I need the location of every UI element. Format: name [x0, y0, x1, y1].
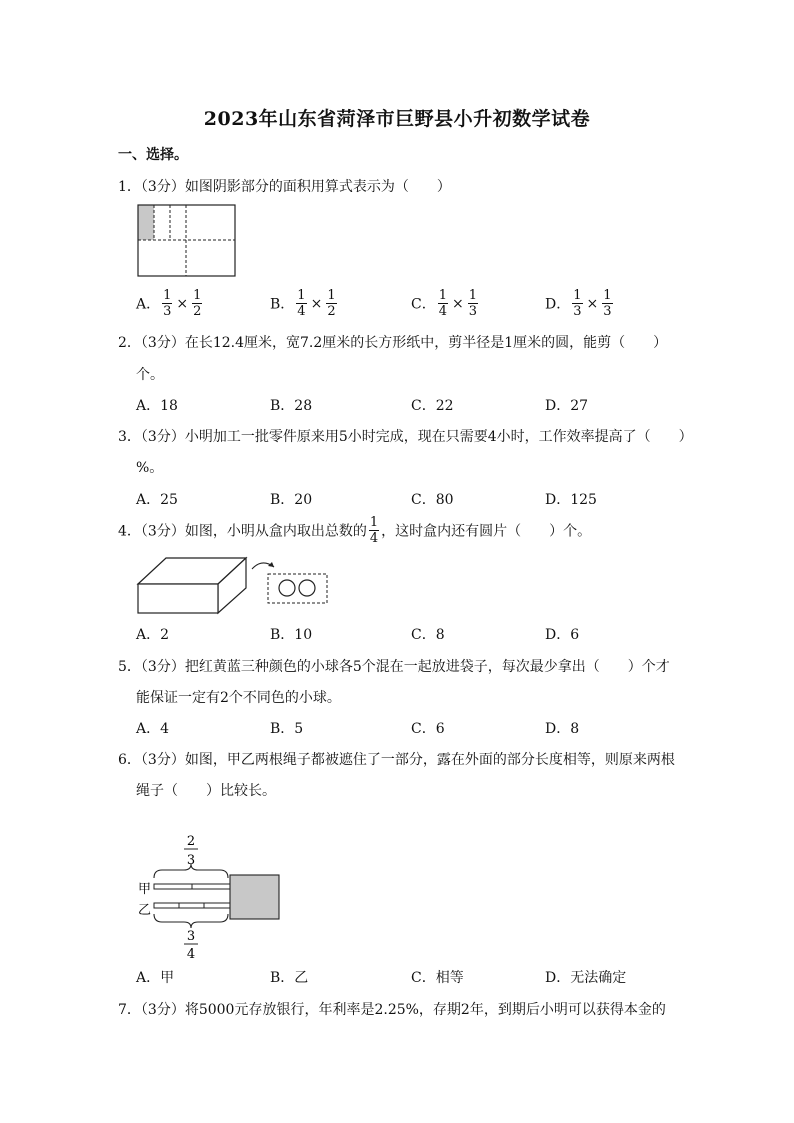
option-c: C．相等 — [411, 970, 464, 986]
circle-chip — [299, 580, 315, 596]
question-number: 1． — [118, 179, 141, 195]
section-heading: 一、选择。 — [118, 147, 188, 163]
option-b: B．乙 — [270, 970, 309, 986]
option-a: A． $\frac{1}{3}$ × $\frac{1}{2}$ — [136, 288, 202, 319]
question-7 — [118, 999, 666, 1019]
question-text: （3分）小明加工一批零件原来用5小时完成，现在只需要4小时，工作效率提高了（ ） — [140, 429, 693, 445]
box — [138, 584, 218, 613]
option-c: C．22 — [411, 398, 454, 414]
option-b: B．5 — [270, 721, 304, 737]
page-title: 2023年山东省菏泽市巨野县小升初数学试卷 — [203, 108, 591, 130]
option-d: D．8 — [545, 721, 580, 737]
option-b: B． $\frac{1}{4}$ × $\frac{1}{2}$ — [270, 288, 336, 319]
rope-yi-label: 乙 — [138, 903, 152, 918]
taken-out-area — [268, 574, 327, 603]
question-text: （3分）在长12.4厘米，宽7.2厘米的长方形纸中，剪半径是1厘米的圆，能剪（ ） — [140, 335, 668, 351]
bottom-brace — [154, 914, 228, 928]
option-a: A．25 — [136, 492, 178, 508]
option-a: A．18 — [136, 398, 178, 414]
option-b: B．10 — [270, 627, 313, 643]
question-text-after: ，这时盒内还有圆片（ ）个。 — [381, 523, 592, 540]
top-brace — [154, 864, 228, 878]
option-c: C．8 — [411, 627, 445, 643]
question-number: 6． — [118, 752, 141, 768]
rope-jia-label: 甲 — [138, 882, 152, 897]
question-number: 2． — [118, 335, 141, 351]
option-a: A．甲 — [136, 970, 175, 986]
question-5-cont: 能保证一定有2个不同色的小球。 — [136, 690, 341, 706]
question-6-cont: 绳子（ ）比较长。 — [136, 783, 276, 799]
option-a: A．2 — [136, 627, 170, 643]
option-c: C．80 — [411, 492, 454, 508]
fraction-one-quarter: $\frac{1}{4}$ — [369, 515, 379, 546]
shaded-region — [138, 205, 154, 240]
rope-yi — [154, 903, 230, 908]
option-c: C．6 — [411, 721, 445, 737]
option-a: A．4 — [136, 721, 170, 737]
question-6 — [118, 749, 675, 769]
question-2-cont: 个。 — [136, 367, 164, 383]
top-fraction-numerator: 2 — [186, 834, 196, 849]
q1-rectangle-figure — [136, 203, 237, 278]
circle-chip — [279, 580, 295, 596]
option-d: D． $\frac{1}{3}$ × $\frac{1}{3}$ — [545, 288, 612, 319]
question-3-cont: %。 — [136, 460, 164, 476]
q6-rope-figure — [134, 830, 284, 962]
bottom-fraction-denominator: 4 — [186, 947, 196, 962]
question-3 — [118, 426, 693, 446]
option-d: D．27 — [545, 398, 589, 414]
top-fraction-denominator: 3 — [186, 853, 196, 868]
bottom-fraction-numerator: 3 — [186, 929, 196, 944]
question-4 — [118, 515, 591, 546]
option-d: D．125 — [545, 492, 597, 508]
question-text: （3分）如图，小明从盒内取出总数的 — [140, 523, 367, 540]
cover-block — [230, 875, 279, 919]
option-d: D．6 — [545, 627, 580, 643]
question-1 — [118, 176, 451, 196]
option-c: C． $\frac{1}{4}$ × $\frac{1}{3}$ — [411, 288, 478, 319]
question-text: （3分）如图阴影部分的面积用算式表示为（ ） — [140, 179, 451, 195]
question-text: （3分）如图，甲乙两根绳子都被遮住了一部分，露在外面的部分长度相等，则原来两根 — [140, 752, 675, 768]
question-number: 4． — [118, 523, 141, 540]
question-number: 5． — [118, 659, 141, 675]
option-d: D．无法确定 — [545, 970, 627, 986]
question-2 — [118, 332, 667, 352]
question-number: 7． — [118, 1002, 141, 1018]
question-number: 3． — [118, 429, 141, 445]
option-b: B．20 — [270, 492, 313, 508]
question-text: （3分）把红黄蓝三种颜色的小球各5个混在一起放进袋子，每次最少拿出（ ）个才 — [140, 659, 670, 675]
option-b: B．28 — [270, 398, 313, 414]
q4-box-figure — [136, 552, 332, 616]
question-text: （3分）将5000元存放银行，年利率是2.25%，存期2年，到期后小明可以获得本金的 — [140, 1002, 666, 1018]
question-5 — [118, 656, 670, 676]
